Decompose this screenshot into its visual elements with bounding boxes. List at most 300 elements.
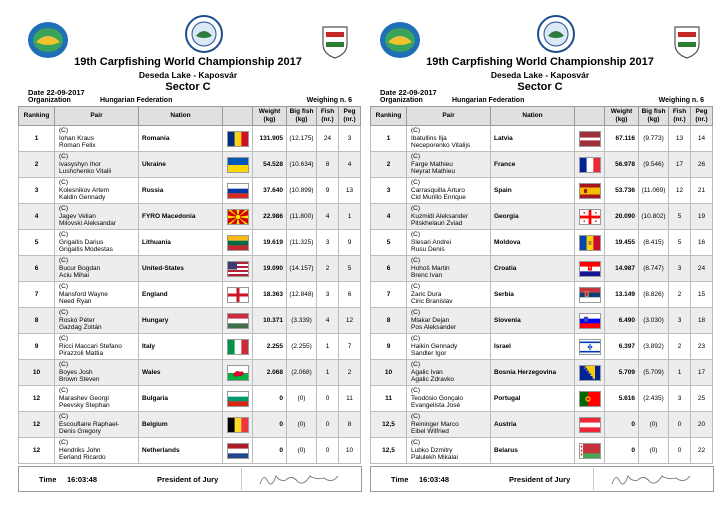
- big-fish-cell: (2.255): [287, 334, 317, 360]
- table-row: [19, 360, 361, 386]
- flag-hr-icon: [579, 261, 601, 277]
- nation-cell: Serbia: [491, 282, 575, 308]
- flag-cell: [223, 334, 253, 360]
- pair-line: Ricci Maccari Stefano: [59, 342, 122, 350]
- pair-cell: [407, 230, 491, 256]
- table-header-row: [371, 107, 713, 126]
- flag-cell: [575, 412, 605, 438]
- ranking-cell: 12: [19, 412, 55, 438]
- fish-count-cell: 3: [317, 282, 339, 308]
- fish-count-cell: 5: [669, 230, 691, 256]
- pair-line: Ibatullins Ilja: [411, 134, 447, 142]
- pair-line: Haikin Gennady: [411, 342, 458, 350]
- president-of-jury-label: President of Jury: [509, 475, 571, 484]
- weight-cell: 0: [605, 412, 639, 438]
- fish-count-cell: 3: [669, 256, 691, 282]
- ranking-cell: 4: [19, 204, 55, 230]
- pair-line: (C): [411, 205, 421, 213]
- pair-line: Agalic Zdravko: [411, 376, 454, 384]
- flag-it-icon: [227, 339, 249, 355]
- nation-cell: Hungary: [139, 308, 223, 334]
- table-row: [19, 152, 361, 178]
- pair-line: Roman Felix: [59, 142, 96, 150]
- nation-cell: Moldova: [491, 230, 575, 256]
- flag-cell: [575, 256, 605, 282]
- weight-cell: 6.397: [605, 334, 639, 360]
- peg-cell: 10: [339, 438, 361, 464]
- pair-cell: [55, 178, 139, 204]
- weight-cell: 0: [253, 386, 287, 412]
- nation-cell: Slovenia: [491, 308, 575, 334]
- fish-count-cell: 3: [669, 386, 691, 412]
- big-fish-cell: (10.634): [287, 152, 317, 178]
- fish-count-cell: 3: [317, 230, 339, 256]
- column-header: Pair: [55, 107, 139, 126]
- pair-line: (C): [411, 361, 421, 369]
- fish-count-cell: 24: [317, 126, 339, 152]
- pair-line: Gazdag Zoltán: [59, 324, 102, 332]
- table-body: [19, 126, 361, 464]
- pair-cell: [55, 438, 139, 464]
- federation-badge-icon: [672, 24, 702, 60]
- table-row: [19, 334, 361, 360]
- nation-cell: Portugal: [491, 386, 575, 412]
- pair-line: Grigaitis Darius: [59, 238, 104, 246]
- column-header: Weight (kg): [253, 107, 287, 126]
- pair-line: Mlakar Dejan: [411, 316, 450, 324]
- pair-line: Bucur Bogdan: [59, 264, 101, 272]
- fish-count-cell: 13: [669, 126, 691, 152]
- pair-line: Milovski Aleksandar: [59, 220, 117, 228]
- pair-line: (C): [59, 387, 69, 395]
- flag-ro-icon: [227, 131, 249, 147]
- pair-line: (C): [59, 257, 69, 265]
- page-title: 19th Carpfishing World Championship 2017: [74, 56, 302, 68]
- table-row: [19, 438, 361, 464]
- table-row: [371, 256, 713, 282]
- pair-line: (C): [411, 413, 421, 421]
- table-row: [19, 412, 361, 438]
- flag-fr-icon: [579, 157, 601, 173]
- flag-cell: [223, 360, 253, 386]
- big-fish-cell: (11.800): [287, 204, 317, 230]
- fish-count-cell: 2: [317, 256, 339, 282]
- weight-cell: 56.978: [605, 152, 639, 178]
- column-header: Peg (nr.): [691, 107, 713, 126]
- column-header: Peg (nr.): [339, 107, 361, 126]
- flag-cell: [223, 386, 253, 412]
- flag-cell: [575, 438, 605, 464]
- organization-label: Organization: [380, 97, 423, 104]
- flag-bg-icon: [227, 391, 249, 407]
- table-row: [371, 334, 713, 360]
- pair-line: (C): [59, 413, 69, 421]
- ranking-cell: 8: [371, 308, 407, 334]
- organization-value: Hungarian Federation: [100, 97, 173, 104]
- ranking-cell: 7: [371, 282, 407, 308]
- column-header: Ranking: [19, 107, 55, 126]
- flag-md-icon: [579, 235, 601, 251]
- pair-line: Hohoš Martin: [411, 264, 450, 272]
- table-row: [19, 178, 361, 204]
- pair-line: Neceporenko Vitalijs: [411, 142, 471, 150]
- ranking-cell: 11: [371, 386, 407, 412]
- weight-cell: 19.090: [253, 256, 287, 282]
- table-row: [371, 204, 713, 230]
- fish-count-cell: 0: [669, 412, 691, 438]
- fish-count-cell: 1: [669, 360, 691, 386]
- pair-line: Boyes Josh: [59, 368, 93, 376]
- date-label: Date 22-09-2017: [380, 88, 437, 97]
- column-header: Big fish (kg): [287, 107, 317, 126]
- flag-cell: [223, 438, 253, 464]
- pair-line: Pitskhelauri Zviad: [411, 220, 463, 228]
- ranking-cell: 6: [19, 256, 55, 282]
- ranking-cell: 12: [19, 386, 55, 412]
- pair-cell: [55, 386, 139, 412]
- big-fish-cell: (3.030): [639, 308, 669, 334]
- sector-heading: Sector C: [165, 81, 211, 93]
- nation-cell: FYRO Macedonia: [139, 204, 223, 230]
- peg-cell: 25: [691, 386, 713, 412]
- flag-cell: [575, 152, 605, 178]
- weight-cell: 2.068: [253, 360, 287, 386]
- flag-cell: [575, 204, 605, 230]
- flag-il-icon: [579, 339, 601, 355]
- pair-cell: [55, 204, 139, 230]
- pair-line: (C): [411, 283, 421, 291]
- ranking-cell: 10: [371, 360, 407, 386]
- pair-line: Kuzmidi Aleksander: [411, 212, 469, 220]
- nation-cell: England: [139, 282, 223, 308]
- pair-line: Zaric Dura: [411, 290, 442, 298]
- pair-line: (C): [411, 179, 421, 187]
- nation-cell: Italy: [139, 334, 223, 360]
- pair-line: Brenc Ivan: [411, 272, 443, 280]
- venue-subtitle: Deseda Lake - Kaposvár: [490, 70, 590, 80]
- flag-cell: [223, 412, 253, 438]
- carpfishing-logo-icon: [26, 20, 70, 60]
- flag-wa-icon: [227, 365, 249, 381]
- flag-cell: [575, 386, 605, 412]
- weighing-number: Weighing n. 6: [658, 97, 704, 104]
- big-fish-cell: (10.899): [287, 178, 317, 204]
- pair-cell: [55, 412, 139, 438]
- column-header: Fish (nr.): [669, 107, 691, 126]
- pair-cell: [407, 282, 491, 308]
- weight-cell: 22.986: [253, 204, 287, 230]
- pair-line: Roskó Péter: [59, 316, 95, 324]
- flag-lt-icon: [227, 235, 249, 251]
- flag-cell: [575, 126, 605, 152]
- nation-cell: Wales: [139, 360, 223, 386]
- column-header: Big fish (kg): [639, 107, 669, 126]
- big-fish-cell: (8.415): [639, 230, 669, 256]
- pair-line: Escouflaire Raphael-: [59, 420, 120, 428]
- flag-at-icon: [579, 417, 601, 433]
- table-row: [19, 204, 361, 230]
- weight-cell: 0: [253, 438, 287, 464]
- peg-cell: 13: [339, 178, 361, 204]
- flag-rs-icon: [579, 287, 601, 303]
- ranking-cell: 5: [19, 230, 55, 256]
- big-fish-cell: (8.826): [639, 282, 669, 308]
- president-of-jury-label: President of Jury: [157, 475, 219, 484]
- table-row: [19, 386, 361, 412]
- ranking-cell: 9: [19, 334, 55, 360]
- weight-cell: 67.116: [605, 126, 639, 152]
- weight-cell: 18.363: [253, 282, 287, 308]
- table-row: [19, 230, 361, 256]
- pair-line: Iohan Kraus: [59, 134, 95, 142]
- pair-line: Lushchenko Vitalii: [59, 168, 112, 176]
- nation-cell: Croatia: [491, 256, 575, 282]
- peg-cell: 24: [691, 256, 713, 282]
- pair-line: Peevsky Stephan: [59, 402, 110, 410]
- table-row: [371, 126, 713, 152]
- ranking-cell: 1: [19, 126, 55, 152]
- big-fish-cell: (3.339): [287, 308, 317, 334]
- footer-bar: [18, 466, 362, 492]
- column-header: Nation: [491, 107, 575, 126]
- pair-line: Aciu Mihai: [59, 272, 89, 280]
- nation-cell: France: [491, 152, 575, 178]
- fish-count-cell: 3: [669, 308, 691, 334]
- pair-cell: [407, 256, 491, 282]
- flag-ge-icon: [579, 209, 601, 225]
- flag-cell: [223, 282, 253, 308]
- peg-cell: 8: [339, 412, 361, 438]
- peg-cell: 26: [691, 152, 713, 178]
- flag-cell: [575, 308, 605, 334]
- flag-us-icon: [227, 261, 249, 277]
- column-header: Fish (nr.): [317, 107, 339, 126]
- pair-cell: [55, 126, 139, 152]
- table-row: [371, 308, 713, 334]
- column-header: Pair: [407, 107, 491, 126]
- championship-seal-icon: [184, 14, 224, 54]
- fish-count-cell: 5: [669, 204, 691, 230]
- peg-cell: 19: [691, 204, 713, 230]
- flag-cell: [575, 178, 605, 204]
- pair-line: Eerland Ricardo: [59, 454, 106, 462]
- pair-line: Marashev Georgi: [59, 394, 109, 402]
- big-fish-cell: (0): [287, 386, 317, 412]
- peg-cell: 14: [691, 126, 713, 152]
- table-row: [371, 438, 713, 464]
- pair-line: (C): [59, 439, 69, 447]
- weight-cell: 14.987: [605, 256, 639, 282]
- pair-line: (C): [59, 127, 69, 135]
- pair-cell: [55, 152, 139, 178]
- pair-cell: [407, 204, 491, 230]
- pair-line: (C): [411, 309, 421, 317]
- table-row: [19, 126, 361, 152]
- table-row: [371, 282, 713, 308]
- nation-cell: Austria: [491, 412, 575, 438]
- ranking-cell: 3: [371, 178, 407, 204]
- pair-line: Evangelista José: [411, 402, 461, 410]
- ranking-cell: 2: [19, 152, 55, 178]
- flag-cell: [223, 230, 253, 256]
- fish-count-cell: 12: [669, 178, 691, 204]
- table-row: [371, 412, 713, 438]
- pair-line: Slesari Andrei: [411, 238, 452, 246]
- peg-cell: 15: [691, 282, 713, 308]
- weight-cell: 131.905: [253, 126, 287, 152]
- peg-cell: 5: [339, 256, 361, 282]
- pair-line: Palulekh Mikalai: [411, 454, 458, 462]
- flag-nl-icon: [227, 443, 249, 459]
- pair-cell: [407, 152, 491, 178]
- flag-ua-icon: [227, 157, 249, 173]
- big-fish-cell: (11.069): [639, 178, 669, 204]
- pair-line: Kaldin Gennady: [59, 194, 106, 202]
- pair-cell: [55, 308, 139, 334]
- pair-line: (C): [411, 231, 421, 239]
- fish-count-cell: 2: [669, 334, 691, 360]
- big-fish-cell: (9.773): [639, 126, 669, 152]
- flag-si-icon: [579, 313, 601, 329]
- weight-cell: 0: [605, 438, 639, 464]
- fish-count-cell: 0: [317, 386, 339, 412]
- peg-cell: 9: [339, 230, 361, 256]
- pair-line: Need Ryan: [59, 298, 92, 306]
- flag-cell: [575, 334, 605, 360]
- nation-cell: Israel: [491, 334, 575, 360]
- date-label: Date 22-09-2017: [28, 88, 85, 97]
- flag-cell: [575, 360, 605, 386]
- pair-cell: [407, 126, 491, 152]
- peg-cell: 2: [339, 360, 361, 386]
- championship-seal-icon: [536, 14, 576, 54]
- ranking-cell: 12,5: [371, 412, 407, 438]
- big-fish-cell: (12.175): [287, 126, 317, 152]
- table-row: [19, 256, 361, 282]
- table-row: [19, 308, 361, 334]
- pair-cell: [407, 360, 491, 386]
- flag-cell: [223, 126, 253, 152]
- flag-pt-icon: [579, 391, 601, 407]
- nation-cell: Russia: [139, 178, 223, 204]
- carpfishing-logo-icon: [378, 20, 422, 60]
- ranking-cell: 9: [371, 334, 407, 360]
- nation-cell: Romania: [139, 126, 223, 152]
- ranking-cell: 12: [19, 438, 55, 464]
- peg-cell: 6: [339, 282, 361, 308]
- nation-cell: Spain: [491, 178, 575, 204]
- ranking-cell: 1: [371, 126, 407, 152]
- fish-count-cell: 8: [317, 152, 339, 178]
- weight-cell: 2.255: [253, 334, 287, 360]
- signature-image: [593, 468, 704, 490]
- pair-line: Brown Steven: [59, 376, 100, 384]
- weight-cell: 5.616: [605, 386, 639, 412]
- big-fish-cell: (8.747): [639, 256, 669, 282]
- flag-lv-icon: [579, 131, 601, 147]
- peg-cell: 1: [339, 204, 361, 230]
- pair-line: Teodósio Gonçalo: [411, 394, 464, 402]
- flag-ru-icon: [227, 183, 249, 199]
- peg-cell: 11: [339, 386, 361, 412]
- peg-cell: 7: [339, 334, 361, 360]
- column-header: [575, 107, 605, 126]
- table-row: [371, 152, 713, 178]
- peg-cell: 23: [691, 334, 713, 360]
- table-row: [371, 230, 713, 256]
- pair-line: (C): [411, 439, 421, 447]
- table-header-row: [19, 107, 361, 126]
- flag-by-icon: [579, 443, 601, 459]
- peg-cell: 18: [691, 308, 713, 334]
- pair-line: (C): [411, 387, 421, 395]
- pair-line: Ciric Branislav: [411, 298, 453, 306]
- pair-cell: [55, 256, 139, 282]
- pair-line: (C): [59, 283, 69, 291]
- time-value: 16:03:48: [67, 475, 98, 484]
- flag-cell: [575, 230, 605, 256]
- pair-line: (C): [59, 231, 69, 239]
- pair-line: Ivasyshyn Ihor: [59, 160, 101, 168]
- pair-cell: [407, 308, 491, 334]
- pair-cell: [55, 360, 139, 386]
- footer-bar: [370, 466, 714, 492]
- nation-cell: Belarus: [491, 438, 575, 464]
- ranking-cell: 8: [19, 308, 55, 334]
- results-table: [370, 106, 713, 464]
- pair-line: (C): [59, 309, 69, 317]
- results-sheet-left: [12, 0, 364, 508]
- ranking-cell: 7: [19, 282, 55, 308]
- pair-line: Eibel Wilfried: [411, 428, 449, 436]
- nation-cell: Lithuania: [139, 230, 223, 256]
- flag-cell: [223, 178, 253, 204]
- fish-count-cell: 9: [317, 178, 339, 204]
- pair-line: Rusu Denis: [411, 246, 445, 254]
- flag-es-icon: [579, 183, 601, 199]
- nation-cell: Ukraine: [139, 152, 223, 178]
- ranking-cell: 6: [371, 256, 407, 282]
- pair-cell: [55, 334, 139, 360]
- logo-bar: [364, 0, 716, 52]
- fish-count-cell: 0: [317, 412, 339, 438]
- column-header: Ranking: [371, 107, 407, 126]
- weight-cell: 53.736: [605, 178, 639, 204]
- time-label: Time: [391, 475, 409, 484]
- table-row: [371, 386, 713, 412]
- big-fish-cell: (9.546): [639, 152, 669, 178]
- pair-line: Pirazzoli Mattia: [59, 350, 104, 358]
- flag-cell: [223, 256, 253, 282]
- nation-cell: United-States: [139, 256, 223, 282]
- weight-cell: 13.149: [605, 282, 639, 308]
- weight-cell: 5.709: [605, 360, 639, 386]
- ranking-cell: 10: [19, 360, 55, 386]
- pair-cell: [55, 230, 139, 256]
- pair-line: (C): [411, 257, 421, 265]
- fish-count-cell: 17: [669, 152, 691, 178]
- weight-cell: 20.090: [605, 204, 639, 230]
- big-fish-cell: (2.435): [639, 386, 669, 412]
- peg-cell: 22: [691, 438, 713, 464]
- pair-line: (C): [59, 361, 69, 369]
- pair-line: Sandler Igor: [411, 350, 447, 358]
- peg-cell: 21: [691, 178, 713, 204]
- pair-line: Lubko Dzmitry: [411, 446, 453, 454]
- big-fish-cell: (0): [639, 438, 669, 464]
- time-label: Time: [39, 475, 57, 484]
- peg-cell: 12: [339, 308, 361, 334]
